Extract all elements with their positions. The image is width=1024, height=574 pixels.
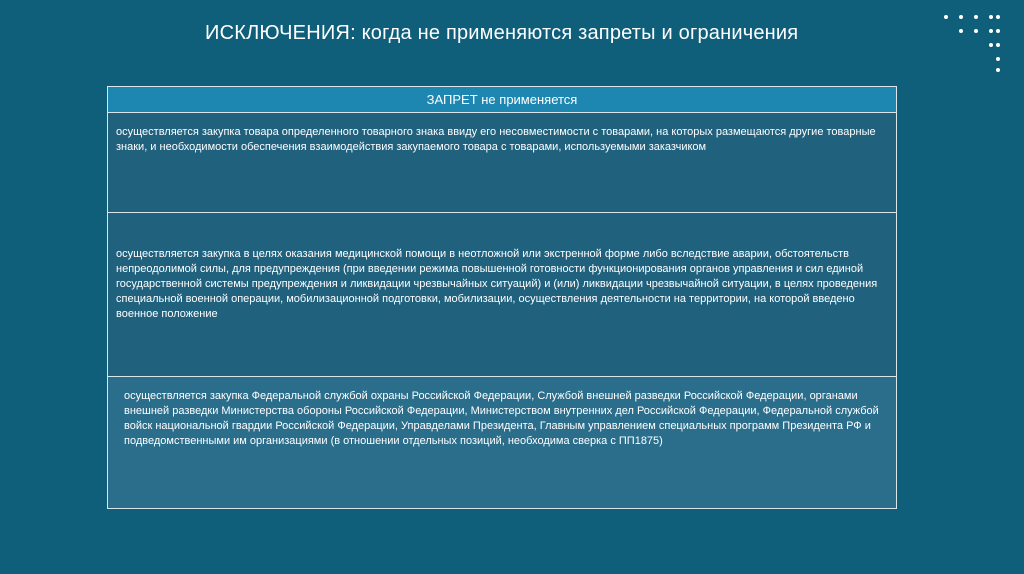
- dot: [959, 29, 963, 33]
- dot: [974, 29, 978, 33]
- dot: [989, 15, 993, 19]
- slide-title: ИСКЛЮЧЕНИЯ: когда не применяются запреты и ограничения: [205, 22, 799, 44]
- decorative-dots: [942, 12, 1012, 74]
- dot: [989, 43, 993, 47]
- dot: [996, 57, 1000, 61]
- exceptions-table: [107, 86, 897, 509]
- table-row: осуществляется закупка в целях оказания медицинской помощи в неотложной или экстренной форме либо вследствие аварии, обстоятельств непреодолимой силы, для предупреждения (при введении режима повышенной готовности функционирования органов управления и сил единой государственной системы предупреждения и ликвидации чрезвычайных ситуаций) и (или) ликвидации чрезвычайной ситуации, в целях проведения специальной военной операции, мобилизационной подготовки, мобилизации, осуществления деятельности на территории, на которой введено военное положение: [108, 213, 897, 377]
- dot: [996, 15, 1000, 19]
- dot: [996, 68, 1000, 72]
- table-row: осуществляется закупка товара определенного товарного знака ввиду его несовместимости с товарами, на которых размещаются другие товарные знаки, и необходимости обеспечения взаимодействия закупаемого товара с товарами, используемыми заказчиком: [108, 113, 897, 213]
- table-header: ЗАПРЕТ не применяется: [108, 87, 897, 113]
- dot: [959, 15, 963, 19]
- dot: [974, 15, 978, 19]
- dot: [996, 43, 1000, 47]
- dot: [996, 29, 1000, 33]
- dot: [989, 29, 993, 33]
- dot: [944, 15, 948, 19]
- table-row: осуществляется закупка Федеральной службой охраны Российской Федерации, Службой внешней разведки Российской Федерации, органами внешней разведки Министерства обороны Российской Федерации, Министерством внутренних дел Российской Федерации, Федеральной службой войск национальной гвардии Российской Федерации, Управделами Президента, Главным управлением специальных программ Президента РФ и подведомственными им организациями (в отношении отдельных позиций, необходима сверка с ПП1875): [108, 377, 897, 509]
